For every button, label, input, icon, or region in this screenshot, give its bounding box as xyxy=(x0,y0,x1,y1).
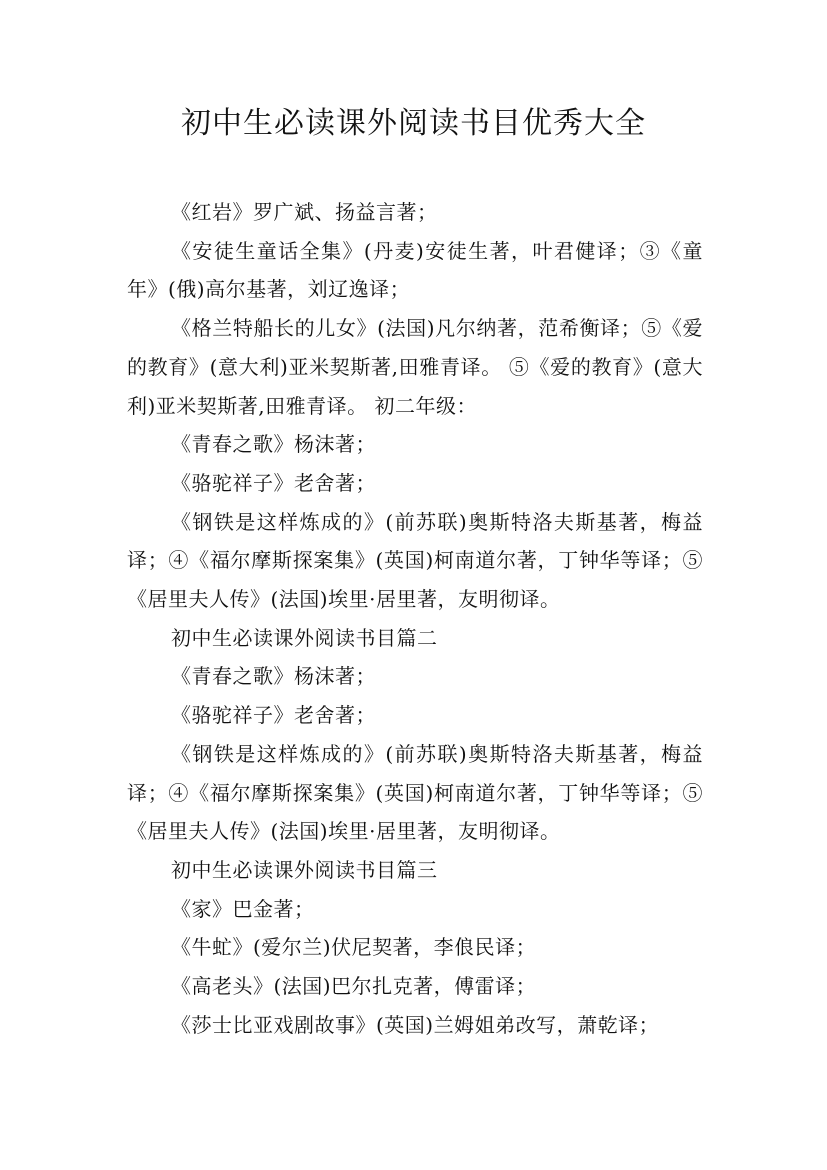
paragraph-luotuo-1: 《骆驼祥子》老舍著； xyxy=(171,470,376,495)
paragraph-gangtie-1: 《钢铁是这样炼成的》(前苏联)奥斯特洛夫斯基著，梅益译；④《福尔摩斯探案集》(英国)柯南道尔著，丁钟华等译；⑤《居里夫人传》(法国)埃里·居里著，友明彻译。 xyxy=(127,509,703,612)
paragraph-qingchun-2: 《青春之歌》杨沫著； xyxy=(171,664,376,689)
paragraph-qingchun-1: 《青春之歌》杨沫著； xyxy=(171,432,376,457)
paragraph-gaolaotou: 《高老头》(法国)巴尔扎克著，傅雷译； xyxy=(171,974,537,999)
paragraph-shakespeare: 《莎士比亚戏剧故事》(英国)兰姆姐弟改写，萧乾译； xyxy=(171,1012,660,1037)
paragraph-jia: 《家》巴金著； xyxy=(171,896,315,921)
document-title: 初中生必读课外阅读书目优秀大全 xyxy=(181,106,646,141)
paragraph-hongyan: 《红岩》罗广斌、扬益言著； xyxy=(171,200,438,224)
section-heading-part-2: 初中生必读课外阅读书目篇二 xyxy=(171,625,438,650)
paragraph-andersen: 《安徒生童话全集》(丹麦)安徒生著，叶君健译；③《童年》(俄)高尔基著，刘辽逸译； xyxy=(127,238,703,302)
paragraph-grant: 《格兰特船长的儿女》(法国)凡尔纳著，范希衡译；⑤《爱的教育》(意大利)亚米契斯著,田雅青译。 ⑤《爱的教育》(意大利)亚米契斯著,田雅青译。 初二年级： xyxy=(127,316,703,418)
document-body xyxy=(127,193,703,1044)
section-heading-part-3: 初中生必读课外阅读书目篇三 xyxy=(171,857,438,882)
paragraph-luotuo-2: 《骆驼祥子》老舍著； xyxy=(171,703,376,728)
paragraph-gangtie-2: 《钢铁是这样炼成的》(前苏联)奥斯特洛夫斯基著，梅益译；④《福尔摩斯探案集》(英国)柯南道尔著，丁钟华等译；⑤《居里夫人传》(法国)埃里·居里著，友明彻译。 xyxy=(127,741,703,844)
paragraph-niumeng: 《牛虻》(爱尔兰)伏尼契著，李俍民译； xyxy=(171,935,537,960)
